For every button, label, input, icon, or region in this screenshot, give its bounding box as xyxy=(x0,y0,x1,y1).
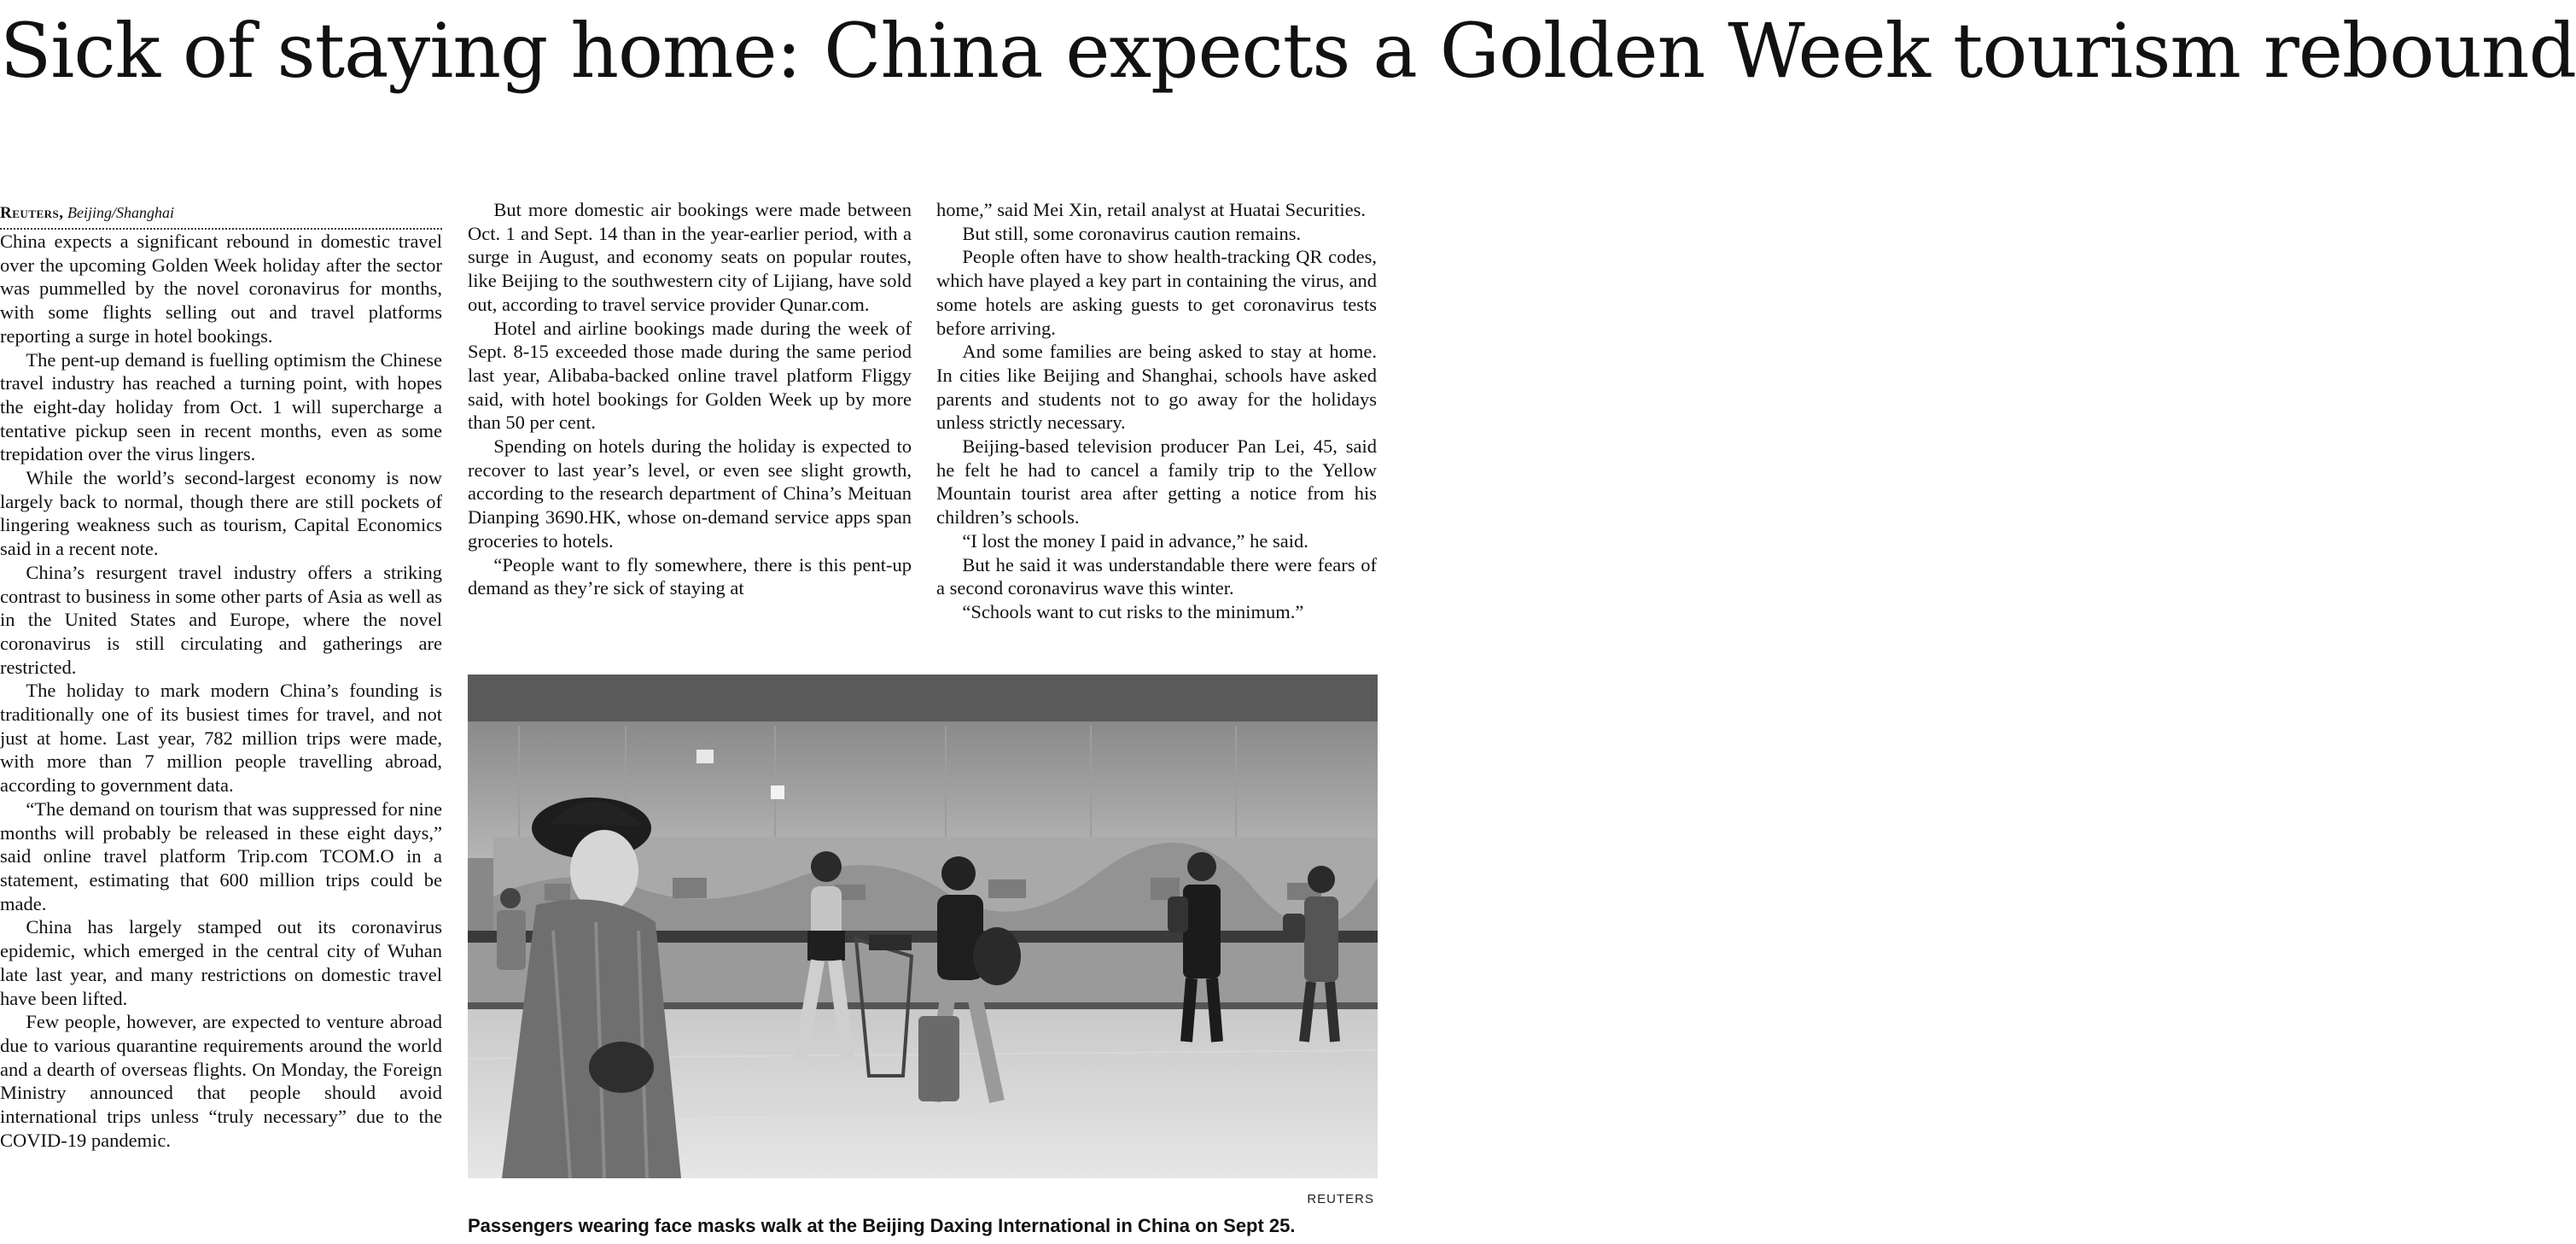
photo-caption: Passengers wearing face masks walk at the Beijing Daxing International in China on Sept 25. xyxy=(468,1215,1296,1236)
article-column-1 xyxy=(0,203,442,1152)
paragraph: But more domestic air bookings were made between Oct. 1 and Sept. 14 than in the year-earlier period, with a surge in August, and economy seats on popular routes, like Beijing to the southwestern city of Lijiang, have sold out, according to travel service provider Qunar.com. xyxy=(468,199,912,315)
byline-location: Beijing/Shanghai xyxy=(67,204,174,221)
article-column-2 xyxy=(468,198,912,600)
article-column-3 xyxy=(936,198,1377,624)
paragraph: “Schools want to cut risks to the minimum.” xyxy=(962,600,1304,622)
paragraph: “The demand on tourism that was suppressed for nine months will probably be released in these eight days,” said online travel platform Trip.com TCOM.O in a statement, estimating that 600 million trips could be made. xyxy=(0,797,442,914)
paragraph: Spending on hotels during the holiday is expected to recover to last year’s level, or even see slight growth, according to the research department of China’s Meituan Dianping 3690.HK, whose on-demand service apps span groceries to hotels. xyxy=(468,435,912,552)
paragraph: The pent-up demand is fuelling optimism the Chinese travel industry has reached a turning point, with hopes the eight-day holiday from Oct. 1 will supercharge a tentative pickup seen in recent months, even as some trepidation over the virus lingers. xyxy=(0,348,442,465)
security-camera xyxy=(696,750,714,763)
paragraph: While the world’s second-largest economy is now largely back to normal, though there are still pockets of lingering weakness such as tourism, Capital Economics said in a recent note. xyxy=(0,467,442,560)
paragraph: But still, some coronavirus caution remains. xyxy=(962,222,1302,244)
paragraph: The holiday to mark modern China’s founding is traditionally one of its busiest times for travel, and not just at home. Last year, 782 million trips were made, with more than 7 million people travelling abroad, according to government data. xyxy=(0,680,442,797)
paragraph: And some families are being asked to stay at home. In cities like Beijing and Shanghai, schools have asked parents and students not to go away for the holidays unless strictly necessary. xyxy=(936,341,1377,434)
paragraph: Few people, however, are expected to venture abroad due to various quarantine requirements around the world and a dearth of overseas flights. On Monday, the Foreign Ministry announced that people should avoid international trips unless “truly necessary” due to the COVID-19 pandemic. xyxy=(0,1011,442,1151)
paragraph: Hotel and airline bookings made during the week of Sept. 8-15 exceeded those made during the same period last year, Alibaba-backed online travel platform Fliggy said, with hotel bookings for Golden Week up by more than 50 per cent. xyxy=(468,317,912,434)
paragraph: China’s resurgent travel industry offers a striking contrast to business in some other parts of Asia as well as in the United States and Europe, where the novel coronavirus is still circulating and gatherings are restricted. xyxy=(0,561,442,678)
paragraph: “I lost the money I paid in advance,” he said. xyxy=(962,529,1308,552)
byline-agency: Reuters, xyxy=(0,204,64,222)
ceiling xyxy=(468,675,1378,726)
paragraph: “People want to fly somewhere, there is this pent-up demand as they’re sick of staying at xyxy=(468,553,912,599)
airport-terminal-illustration xyxy=(468,675,1378,1178)
wall-sign xyxy=(771,786,784,799)
paragraph: People often have to show health-tracking QR codes, which have played a key part in containing the virus, and some hotels are asking guests to get coronavirus tests before arriving. xyxy=(936,246,1377,339)
paragraph: Beijing-based television producer Pan Lei, 45, said he felt he had to cancel a family trip to the Yellow Mountain tourist area after getting a notice from his children’s schools. xyxy=(936,435,1377,529)
paragraph: home,” said Mei Xin, retail analyst at Huatai Securities. xyxy=(936,199,1366,220)
news-photo xyxy=(468,675,1378,1178)
photo-credit: REUTERS xyxy=(1307,1192,1374,1206)
paragraph: China has largely stamped out its coronavirus epidemic, which emerged in the central city of Wuhan late last year, and many restrictions on domestic travel have been lifted. xyxy=(0,916,442,1009)
byline xyxy=(0,203,442,230)
paragraph: But he said it was understandable there were fears of a second coronavirus wave this winter. xyxy=(936,553,1377,599)
headline: Sick of staying home: China expects a Golden Week tourism rebound xyxy=(0,7,2576,95)
paragraph: China expects a significant rebound in domestic travel over the upcoming Golden Week holiday after the sector was pummelled by the novel coronavirus for months, with some flights selling out and travel platforms reporting a surge in hotel bookings. xyxy=(0,231,442,347)
